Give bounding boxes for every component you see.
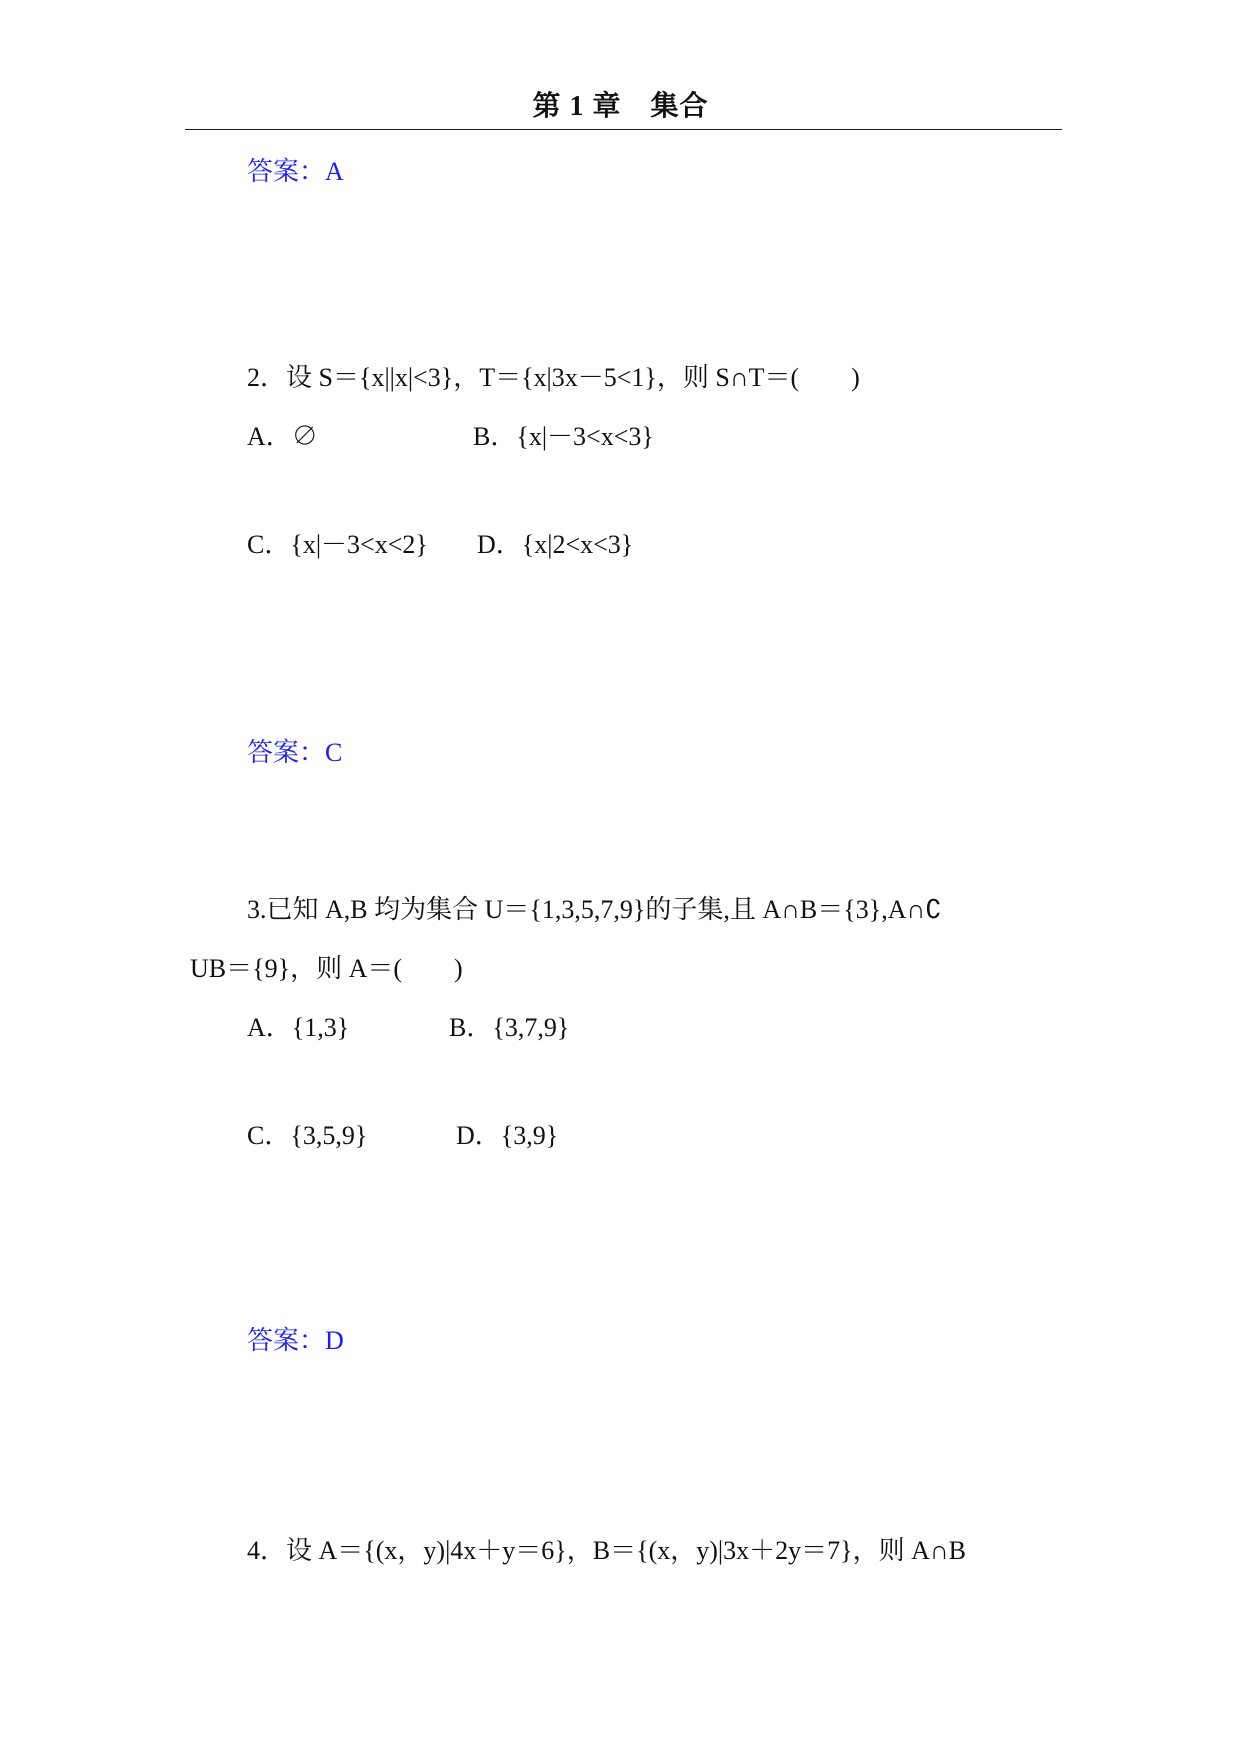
question-2-option-a: A．∅ bbox=[247, 422, 318, 451]
question-4-stem: 4．设 A＝{(x，y)|4x＋y＝6}，B＝{(x，y)|3x＋2y＝7}，则 A∩B bbox=[247, 1536, 966, 1565]
question-2-stem: 2．设 S＝{x||x|<3}，T＝{x|3x－5<1}，则 S∩T＝( ) bbox=[247, 363, 860, 392]
question-3-option-b: B．{3,7,9} bbox=[449, 1013, 570, 1042]
question-2-option-c: C．{x|－3<x<2} bbox=[247, 530, 428, 559]
question-3-option-d: D．{3,9} bbox=[456, 1121, 559, 1150]
question-2-option-d: D．{x|2<x<3} bbox=[477, 530, 634, 559]
page-title: 第 1 章 集合 bbox=[532, 91, 709, 122]
question-3-option-a: A．{1,3} bbox=[247, 1013, 350, 1042]
answer-3: 答案：D bbox=[247, 1326, 344, 1355]
header-divider bbox=[185, 129, 1062, 130]
question-3-stem-continued: UB＝{9}，则 A＝( ) bbox=[190, 954, 463, 983]
answer-1: 答案：A bbox=[247, 157, 344, 186]
question-3-option-c: C．{3,5,9} bbox=[247, 1121, 368, 1150]
question-3-stem: 3.已知 A,B 均为集合 U＝{1,3,5,7,9}的子集,且 A∩B＝{3},A∩∁ bbox=[247, 895, 942, 924]
question-2-option-b: B．{x|－3<x<3} bbox=[473, 422, 654, 451]
answer-2: 答案：C bbox=[247, 738, 343, 767]
